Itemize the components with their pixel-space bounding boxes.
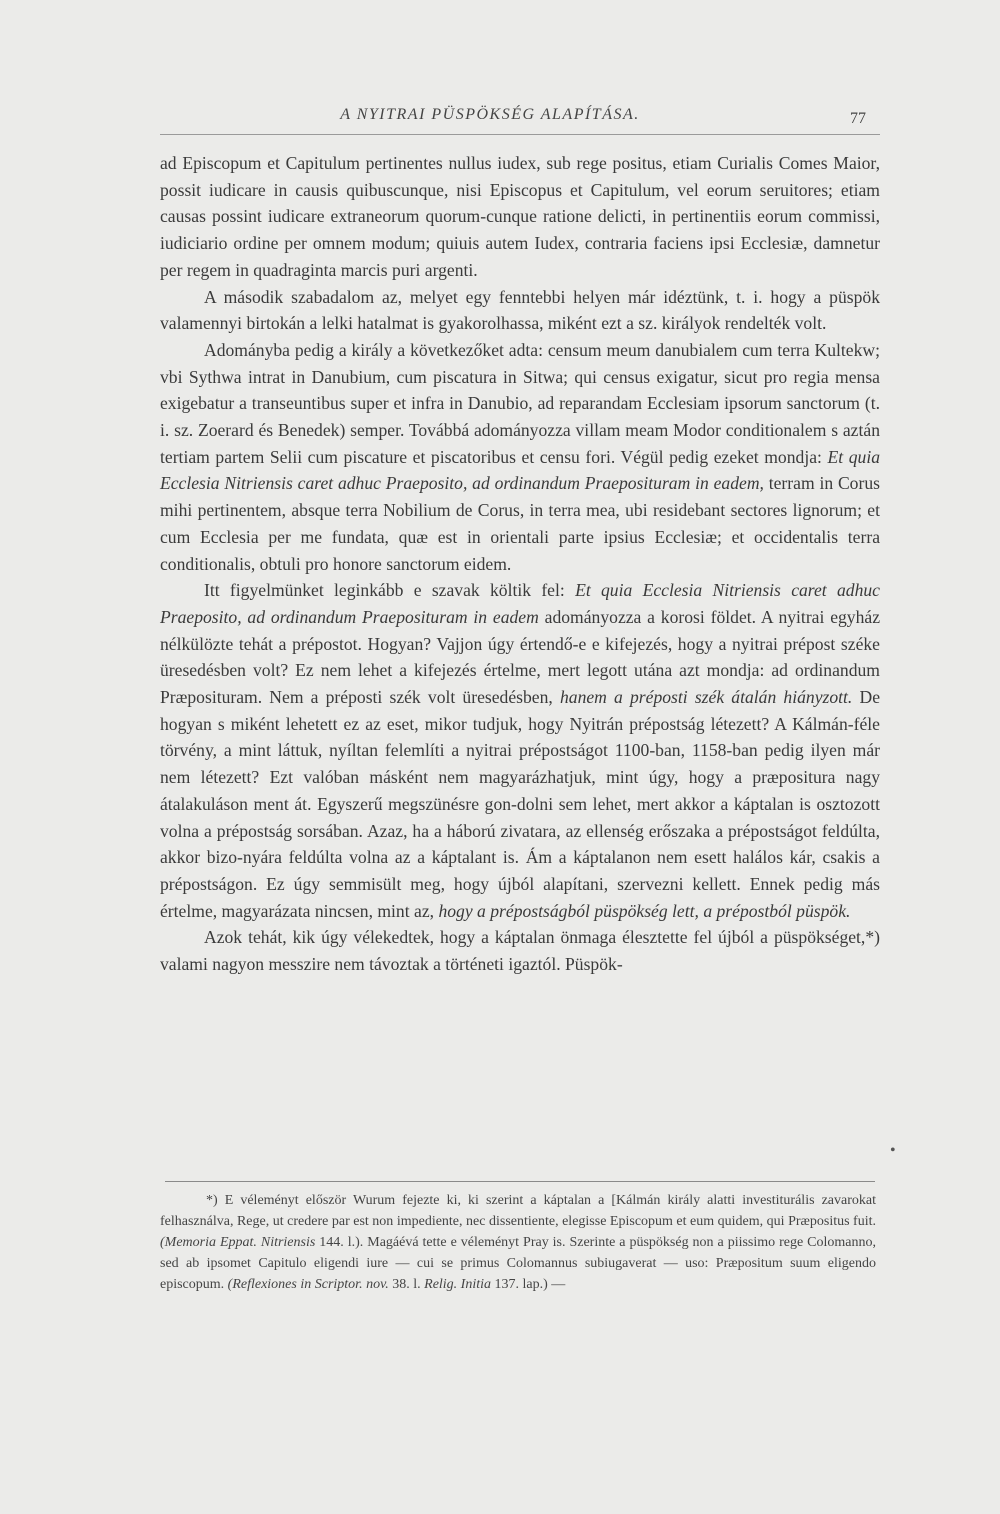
paragraph-4-text-2: adományozza a korosi földet. A nyitrai egyház nélkülözte tehát a prépostot. Hogyan? Vajjon úgy értendő-e e kifejezés, hogy a nyitrai prépost széke üresedésben volt? Ez nem lehet a kifejezés értelme, mert legott utána azt mondja: ad ordinandum Præposituram. Nem a préposti szék volt üresedésben, (160, 606, 881, 708)
paragraph-1: ad Episcopum et Capitulum pertinentes nullus iudex, sub rege positus, etiam Curialis Comes Maior, possit iudicare in causis quibuscunque, nisi Episcopus et Capitulum, vel eorum seruitores; etiam causas possint iudicare extraneorum quorum-cunque ratione delicti, in pertinentiis eorum commissi, iudiciario ordine per omnem modum; quiuis autem Iudex, contraria faciens ipsi Ecclesiæ, damnetur per regem in quadraginta marcis puri argenti. (160, 153, 880, 280)
footnote-text-1: *) E véleményt először Wurum fejezte ki, ki szerint a káptalan a [Kálmán király alatti investiturális zavarokat felhasználva, Rege, ut credere par est non impediente, nec dissentiente, elegisse Episcopum et eum quidem, qui Præpositus fuit. (160, 1193, 876, 1229)
footnote-divider (165, 1181, 875, 1182)
paragraph-4 (160, 577, 880, 924)
footnote-text-4: 137. lap.) — (494, 1277, 566, 1292)
paragraph-4-latin-quote: Et quia Ecclesia Nitriensis caret adhuc Praeposito, ad ordinandum Praeposituram in eadem (160, 580, 880, 627)
paragraph-2: A második szabadalom az, melyet egy fenntebbi helyen már idéztünk, t. i. hogy a püspök valamennyi birtokán a lelki hatalmat is gyakorolhassa, miként ezt a sz. királyok rendelték volt. (160, 286, 880, 334)
footnote-citation-2: (Reflexiones in Scriptor. nov. (227, 1277, 389, 1292)
paragraph-4-emphasis-2: hogy a prépostságból püspökség lett, a prépostból püspök. (438, 900, 851, 921)
running-header (160, 104, 880, 135)
paragraph-5: Azok tehát, kik úgy vélekedtek, hogy a káptalan önmaga élesztette fel újból a püspökséget,*) valami nagyon messzire nem távoztak a történeti igaztól. Püspök- (160, 927, 880, 975)
footnote-text-2: 144. l.). Magáévá tette e véleményt Pray is. Szerinte a püspökség non a piissimo rege Colomanno, sed ab ipsomet Capitulo eligendi iure — cui se primus Colomannus subiugaverat — uso: Præpositum suum eligendo episcopum. (160, 1235, 876, 1292)
paragraph-4-emphasis-1: hanem a préposti szék átalán hiányzott. (559, 687, 853, 708)
footnote-citation-1: (Memoria Eppat. Nitriensis (160, 1235, 316, 1250)
paragraph-4-text-1: Itt figyelmünket leginkább e szavak költik fel: (204, 580, 565, 601)
footnote-citation-3: Relig. Initia (424, 1277, 492, 1292)
paragraph-3-text-1: Adományba pedig a király a következőket adta: censum meum danubialem cum terra Kultekw; vbi Sythwa intrat in Danubium, cum piscatura in Sitwa; qui census exigatur, sicut pro regia mensa exigebatur a transeuntibus super et infra in Danubio, ad reparandam Ecclesiam ipsorum sanctorum (t. i. sz. Zoerard és Benedek) semper. Továbbá adományozza villam meam Modor conditionalem s aztán tertiam partem Selii cum piscature et piscatoribus et censu fori. Végül pedig ezeket mondja: (160, 339, 880, 467)
margin-dot: • (890, 1142, 896, 1159)
paragraph-3-latin-quote: Et quia Ecclesia Nitriensis caret adhuc Praeposito, ad ordinandum Praeposituram in eadem, (160, 446, 881, 494)
paragraph-4-text-3: De hogyan s miként lehetett ez az eset, mikor tudjuk, hogy Nyitrán prépostság létezett? A Kálmán-féle törvény, a mint láttuk, nyíltan felemlíti a nyitrai prépostságot 1100-ban, 1158-ban pedig ilyen már nem létezett? Ezt valóban másként nem magyarázhatjuk, mint úgy, hogy a præpositura nagy átalakuláson ment át. Egyszerű megszünésre gon-dolni sem lehet, mert akkor a káptalan is osztozott volna a prépostság sorsában. Azaz, ha a háború zivatara, az ellenség erőszaka a prépostságot feldúlta, akkor bizo-nyára feldúlta volna az a káptalant is. Ám a káptalanon nem esett halálos kár, csakis a prépostságon. Ez úgy semmisült meg, hogy újból alapítani, szervezni kellett. Ennek pedig más értelme, magyarázata nincsen, mint az, (160, 687, 881, 921)
body-text (160, 150, 880, 978)
running-title: A NYITRAI PÜSPÖKSÉG ALAPÍTÁSA. (340, 106, 640, 123)
paragraph-3 (160, 337, 880, 577)
page-number: 77 (850, 110, 866, 127)
footnote (160, 1190, 876, 1295)
paragraph-3-text-2: terram in Corus mihi pertinentem, absque terra Nobilium de Corus, in terra mea, ubi residebant sectores lignorum; et cum Ecclesia per me fundata, quæ est in orientali parte ipsius Ecclesiæ; et occidentalis terra conditionalis, obtuli pro honore sanctorum eidem. (160, 473, 880, 574)
footnote-paragraph (160, 1190, 876, 1295)
footnote-text-3: 38. l. (392, 1277, 421, 1292)
